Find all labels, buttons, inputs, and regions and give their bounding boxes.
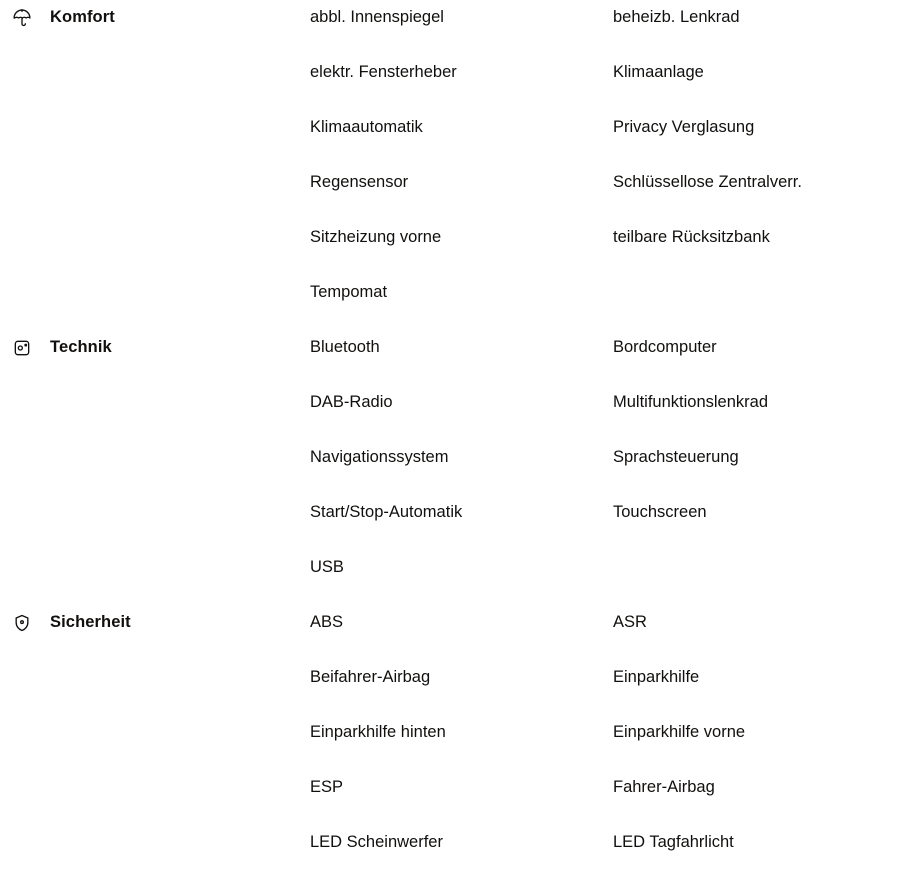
list-item: ESP [310, 778, 344, 796]
section-title: Komfort [50, 8, 115, 26]
list-item: Start/Stop-Automatik [310, 503, 463, 521]
list-item: Navigationssystem [310, 448, 449, 466]
section-title: Sicherheit [50, 613, 131, 631]
feature-column-left [310, 605, 613, 880]
feature-section-sicherheit [0, 605, 922, 880]
list-item: Klimaautomatik [310, 118, 423, 136]
list-item: LED Scheinwerfer [310, 833, 443, 851]
chip-icon [0, 330, 50, 358]
list-item: Einparkhilfe [613, 668, 700, 686]
list-item-spacer [613, 275, 922, 330]
list-item: Schlüssellose Zentralverr. [613, 173, 802, 191]
list-item: Einparkhilfe vorne [613, 723, 746, 741]
list-item: Regensensor [310, 173, 409, 191]
list-item: LED Tagfahrlicht [613, 833, 734, 851]
feature-column-right [613, 605, 922, 880]
list-item: DAB-Radio [310, 393, 393, 411]
list-item: Bordcomputer [613, 338, 717, 356]
list-item: USB [310, 558, 344, 576]
list-item: Fahrer-Airbag [613, 778, 715, 796]
list-item: Sprachsteuerung [613, 448, 739, 466]
list-item: Privacy Verglasung [613, 118, 755, 136]
list-item: abbl. Innenspiegel [310, 8, 444, 26]
list-item: Tempomat [310, 283, 388, 301]
list-item: Sitzheizung vorne [310, 228, 442, 246]
list-item: beheizb. Lenkrad [613, 8, 740, 26]
feature-section-komfort [0, 0, 922, 330]
feature-column-right [613, 330, 922, 605]
list-item: Einparkhilfe hinten [310, 723, 446, 741]
list-item: Bluetooth [310, 338, 380, 356]
feature-column-right [613, 0, 922, 330]
feature-section-technik [0, 330, 922, 605]
list-item: Beifahrer-Airbag [310, 668, 431, 686]
list-item: Multifunktionslenkrad [613, 393, 768, 411]
list-item: elektr. Fensterheber [310, 63, 457, 81]
list-item-spacer [613, 550, 922, 605]
list-item: Touchscreen [613, 503, 707, 521]
section-title: Technik [50, 338, 112, 356]
feature-column-left [310, 330, 613, 605]
list-item: Klimaanlage [613, 63, 704, 81]
umbrella-icon [0, 0, 50, 28]
shield-icon [0, 605, 50, 633]
list-item: ASR [613, 613, 647, 631]
feature-column-left [310, 0, 613, 330]
list-item: teilbare Rücksitzbank [613, 228, 770, 246]
list-item: ABS [310, 613, 344, 631]
